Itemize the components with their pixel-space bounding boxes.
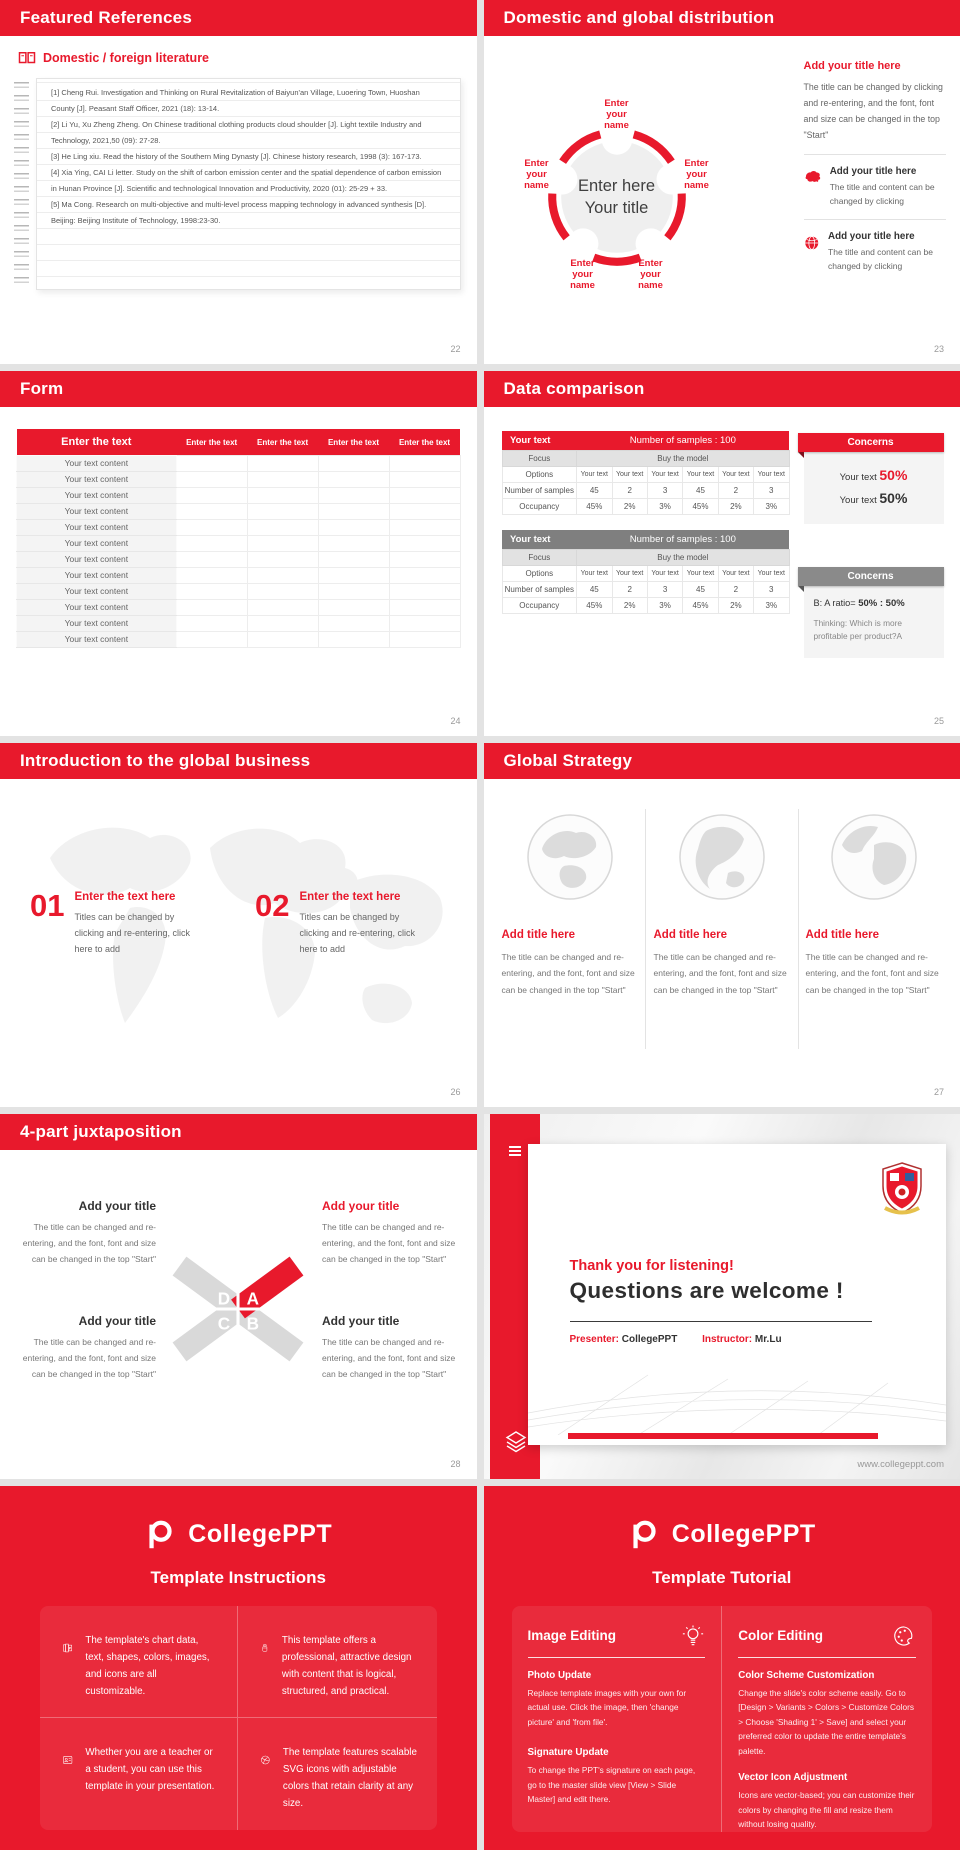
column-body: The title can be changed and re-entering, and the font, font and size can be changed in the top "Start" [805, 951, 939, 995]
presenter-value: CollegePPT [621, 1334, 678, 1346]
instruction-cell [238, 1606, 436, 1718]
page-number: 22 [450, 344, 461, 355]
model-cell: Buy the model [577, 451, 789, 467]
letter-c: C [217, 1313, 231, 1334]
card-bottom-bar [568, 1433, 879, 1439]
brand-row [0, 1518, 477, 1552]
list-item-global [804, 231, 946, 273]
value-cell: 2 [612, 483, 647, 499]
value-cell: 2% [612, 499, 647, 515]
svg-text:P: P [68, 1646, 72, 1651]
option-cell: Your text [683, 467, 718, 483]
table-row [17, 503, 461, 519]
collegeppt-logo-icon [144, 1518, 178, 1552]
globe-icon [524, 811, 616, 903]
slide-title: Introduction to the global business [20, 750, 311, 770]
diagram-center-text [557, 175, 677, 219]
page-number: 26 [450, 1087, 461, 1098]
instructions-grid [40, 1606, 437, 1830]
block-body: The title can be changed and re-entering, and the font, font and size can be changed in the top "Start" [22, 1337, 156, 1380]
instructor-label: Instructor: [702, 1334, 753, 1346]
table-row [17, 631, 461, 647]
tutorial-column-color-editing [721, 1606, 932, 1832]
column-body: The title can be changed and re-entering, and the font, font and size can be changed in the top "Start" [653, 951, 787, 995]
business-item-2 [255, 887, 427, 957]
value-cell: 2% [718, 598, 753, 614]
row-label: Your text content [17, 567, 177, 583]
wireframe-mesh-decoration [528, 1365, 946, 1435]
x-ribbon-graphic [160, 1254, 316, 1364]
value-cell: 45% [577, 598, 612, 614]
item-body: Titles can be changed by clicking and re-entering, click here to add [299, 911, 416, 954]
value-cell: 45% [577, 499, 612, 515]
literature-list [36, 78, 461, 290]
slide-title: 4-part juxtaposition [20, 1122, 182, 1142]
value-cell: 45 [683, 582, 718, 598]
instruction-text: The template features scalable SVG icons with adjustable colors that retain clarity at any size. [282, 1746, 417, 1809]
instructor-value: Mr.Lu [754, 1334, 782, 1346]
globe-icon [676, 811, 768, 903]
table-samples-header: Number of samples : 100 [577, 530, 789, 550]
table-row [17, 471, 461, 487]
concern-line: Your text 50% [839, 490, 908, 507]
panel-template-instructions [0, 1486, 477, 1850]
table-row [17, 551, 461, 567]
slide-title: Featured References [20, 8, 192, 27]
concerns-ribbon: Concerns [798, 433, 944, 452]
option-cell: Your text [577, 467, 612, 483]
comparison-table-b [502, 530, 790, 614]
citation: [2] Li Yu, Xu Zheng Zheng. On Chinese traditional clothing products cloud shoulder [J]. Light textile Industry and Technology, 2021,50 (09): 27-28. [51, 120, 422, 145]
slide-title-bar [484, 0, 960, 36]
table-row [17, 615, 461, 631]
instruction-cell [40, 1718, 238, 1830]
palette-icon [892, 1624, 916, 1648]
column-title: Image Editing [527, 1628, 617, 1644]
table-row [17, 487, 461, 503]
column-header: Enter the text [17, 429, 177, 455]
website-url: www.collegeppt.com [857, 1458, 944, 1470]
globe-icon [828, 811, 920, 903]
table-label: Your text [502, 530, 577, 550]
instruction-cell [40, 1606, 238, 1718]
table-label: Your text [502, 431, 577, 451]
slide-form [0, 371, 477, 735]
option-cell: Your text [754, 467, 789, 483]
node-label-top: Enter your name [604, 98, 629, 131]
column-header: Enter the text [247, 429, 318, 455]
value-cell: 45 [577, 582, 612, 598]
option-cell: Your text [612, 467, 647, 483]
value-cell: 3% [754, 499, 789, 515]
add-title-body: The title can be changed by clicking and re-entering, and the font, font and size can be changed in the top "Start" [803, 82, 943, 140]
slide-title: Domestic and global distribution [503, 8, 775, 27]
literature-notebook [14, 78, 461, 290]
column-header: Enter the text [318, 429, 389, 455]
column-title: Add title here [653, 928, 727, 941]
comparison-tables [502, 431, 790, 629]
presenter-row [570, 1334, 804, 1345]
letter-a: A [246, 1288, 260, 1309]
page-number: 28 [450, 1458, 461, 1469]
item-body: The title and content can be changed by clicking [829, 182, 935, 206]
hamburger-icon [509, 1146, 521, 1158]
item-title: Add your title here [829, 166, 917, 177]
item-title: Enter the text here [299, 890, 401, 903]
value-cell: 3 [647, 582, 682, 598]
dribbble-ball-icon [260, 1744, 271, 1776]
column-header: Enter the text [176, 429, 247, 455]
thank-you-card [528, 1144, 947, 1444]
globe-icon [804, 231, 820, 255]
page-number: 23 [933, 344, 944, 355]
divider [738, 1657, 916, 1658]
table-row [17, 455, 461, 471]
column-title: Add title here [501, 928, 575, 941]
business-item-1 [30, 887, 202, 957]
brand-name: CollegePPT [671, 1520, 816, 1549]
spiral-binding-icon [14, 82, 29, 286]
node-label-bottom-left: Enter your name [570, 258, 595, 291]
ratio-line: B: A ratio= 50% : 50% [813, 598, 905, 610]
value-cell: 3% [647, 499, 682, 515]
option-cell: Your text [577, 566, 612, 582]
slide-title-bar [484, 743, 960, 779]
comparison-table-a [502, 431, 790, 515]
slide-title-bar [0, 0, 477, 36]
row-label: Your text content [17, 583, 177, 599]
lightbulb-icon [681, 1624, 705, 1648]
table-row [17, 583, 461, 599]
option-cell: Your text [683, 566, 718, 582]
value-cell: 2 [612, 582, 647, 598]
block-title: Add your title [78, 1199, 156, 1214]
center-line1: Enter here [577, 177, 656, 195]
china-map-icon [804, 166, 821, 187]
citation: [3] He Ling xiu. Read the history of the Southern Ming Dynasty [J]. Chinese history research, 1998 (3): 167-173. [51, 152, 422, 161]
slide-title-bar [0, 371, 477, 407]
option-cell: Your text [754, 566, 789, 582]
table-row [17, 599, 461, 615]
form-table [16, 429, 461, 648]
block-body: The title can be changed and re-entering, and the font, font and size can be changed in the top "Start" [322, 1222, 456, 1265]
slide-title: Form [20, 379, 64, 399]
thanks-line2: Questions are welcome ! [569, 1278, 844, 1304]
page-number: 27 [933, 1087, 944, 1098]
slide-data-comparison [484, 371, 960, 735]
panel-title: Template Instructions [150, 1567, 326, 1587]
panel-template-tutorial [484, 1486, 960, 1850]
item-number: 02 [255, 887, 290, 923]
row-label: Your text content [17, 503, 177, 519]
row-label: Your text content [17, 615, 177, 631]
value-cell: 3 [754, 582, 789, 598]
row-label: Options [502, 467, 577, 483]
book-icon [18, 51, 36, 65]
item-body: The title and content can be changed by clicking [828, 247, 933, 271]
value-cell: 3% [754, 598, 789, 614]
value-cell: 45% [683, 598, 718, 614]
instruction-text: This template offers a professional, attractive design with content that is logical, structured, and practical. [281, 1634, 412, 1697]
brand-row [484, 1518, 960, 1552]
row-label: Your text content [17, 599, 177, 615]
strategy-column-2 [654, 805, 790, 999]
slide-global-strategy [484, 743, 960, 1107]
table-row [17, 519, 461, 535]
value-cell: 3 [754, 483, 789, 499]
collegeppt-logo-icon [628, 1518, 662, 1552]
block-bottom-right [322, 1314, 460, 1382]
column-title: Add title here [805, 928, 879, 941]
letter-d: D [217, 1288, 231, 1309]
block-title: Add your title [78, 1314, 156, 1329]
value-cell: 45 [577, 483, 612, 499]
tutorial-card [512, 1606, 933, 1832]
table-row [17, 535, 461, 551]
concerns-ribbon: Concerns [798, 567, 944, 586]
strategy-column-3 [806, 805, 942, 999]
concern-line: Your text 50% [839, 467, 908, 484]
table-header-row [17, 429, 461, 455]
block-body: The title can be changed and re-entering, and the font, font and size can be changed in the top "Start" [22, 1222, 156, 1265]
option-cell: Your text [647, 467, 682, 483]
focus-cell: Focus [502, 451, 577, 467]
block-body: The title can be changed and re-entering, and the font, font and size can be changed in the top "Start" [322, 1337, 456, 1380]
row-label: Your text content [17, 631, 177, 647]
add-title-heading: Add your title here [803, 60, 901, 72]
divider [528, 1657, 706, 1658]
slide-4-part-juxtaposition [0, 1114, 477, 1478]
citation: [5] Ma Cong. Research on multi-objective and multi-level process mapping technology in advanced synthesis [D]. Beijing: Beijing Institute of Technology, 1998:23-30. [51, 200, 427, 225]
value-cell: 2 [718, 483, 753, 499]
panel-title: Template Tutorial [652, 1567, 792, 1587]
concerns-box-red [804, 433, 944, 524]
node-label-left: Enter your name [524, 158, 549, 191]
list-item-domestic [804, 166, 946, 208]
section-heading: Photo Update [527, 1669, 592, 1681]
section-heading: Color Scheme Customization [738, 1669, 875, 1681]
option-cell: Your text [612, 566, 647, 582]
citation: [4] Xia Ying, CAI Li letter. Study on the shift of carbon emission center and the spatial dependence of carbon emission in Hunan Province [J]. Scientific and technological Innovation and Productivity, 2020 (01): 25-29 + 33. [51, 168, 442, 193]
section-title: Domestic / foreign literature [43, 51, 210, 65]
node-label-bottom-right: Enter your name [638, 258, 663, 291]
table-row [17, 567, 461, 583]
row-label: Occupancy [502, 598, 577, 614]
strategy-column-1 [502, 805, 638, 999]
instruction-text: Whether you are a teacher or a student, you can use this template in your presentation. [85, 1746, 215, 1792]
row-label: Number of samples [502, 582, 577, 598]
center-line2: Your title [584, 199, 649, 217]
slide-title: Global Strategy [503, 750, 633, 770]
page-number: 25 [933, 715, 944, 726]
block-top-left [18, 1199, 156, 1267]
focus-cell: Focus [502, 550, 577, 566]
block-bottom-left [18, 1314, 156, 1382]
value-cell: 45% [683, 499, 718, 515]
form-table-wrap [16, 429, 461, 648]
row-label: Your text content [17, 535, 177, 551]
row-label: Your text content [17, 519, 177, 535]
slide-distribution [484, 0, 960, 364]
row-label: Number of samples [502, 483, 577, 499]
page-number: 24 [450, 715, 461, 726]
id-card-icon [62, 1744, 73, 1776]
item-title: Add your title here [828, 231, 915, 242]
row-label: Your text content [17, 471, 177, 487]
layers-icon [504, 1429, 528, 1453]
thinking-line: Thinking: Which is more profitable per product?A [813, 618, 903, 642]
value-cell: 2% [718, 499, 753, 515]
node-label-right: Enter your name [684, 158, 709, 191]
slide-title-bar [484, 371, 960, 407]
divider [645, 809, 646, 1049]
chart-pages-icon [62, 1632, 73, 1664]
divider [804, 154, 946, 155]
option-cell: Your text [718, 566, 753, 582]
section-body: Icons are vector-based; you can customize their colors by changing the fill and resize them without losing quality. [738, 1790, 915, 1830]
presenter-label: Presenter: [569, 1334, 619, 1346]
right-column [804, 60, 946, 273]
block-title: Add your title [322, 1314, 400, 1329]
value-cell: 45 [683, 483, 718, 499]
block-title: Add your title [322, 1199, 400, 1214]
value-cell: 3 [647, 483, 682, 499]
row-label: Your text content [17, 487, 177, 503]
slide-thank-you [484, 1114, 960, 1478]
value-cell: 2 [718, 582, 753, 598]
tutorial-column-image-editing [512, 1606, 722, 1832]
item-body: Titles can be changed by clicking and re-entering, click here to add [74, 911, 191, 954]
model-cell: Buy the model [577, 550, 789, 566]
value-cell: 2% [612, 598, 647, 614]
item-title: Enter the text here [74, 890, 176, 903]
slide-title-bar [0, 743, 477, 779]
slide-title: Data comparison [503, 379, 645, 399]
section-heading [18, 51, 209, 65]
jar-icon [260, 1632, 270, 1664]
column-body: The title can be changed and re-entering, and the font, font and size can be changed in the top "Start" [501, 951, 635, 995]
block-top-right [322, 1199, 460, 1267]
row-label: Options [502, 566, 577, 582]
column-title: Color Editing [738, 1628, 823, 1644]
column-header: Enter the text [389, 429, 460, 455]
option-cell: Your text [718, 467, 753, 483]
option-cell: Your text [647, 566, 682, 582]
table-samples-header: Number of samples : 100 [577, 431, 789, 451]
letter-b: B [246, 1313, 260, 1334]
divider [804, 219, 946, 220]
item-number: 01 [30, 887, 65, 923]
concerns-box-gray [804, 567, 944, 658]
section-body: Change the slide's color scheme easily. Go to [Design > Variants > Colors > Customize Colors > Choose 'Shading 1' > Save] and select your preferred color to update the entire template's palette. [738, 1687, 915, 1756]
slide-global-business [0, 743, 477, 1107]
circle-diagram [502, 52, 737, 332]
section-heading: Signature Update [527, 1747, 609, 1759]
section-body: To change the PPT's signature on each page, go to the master slide view [View > Slide Master] and edit there. [527, 1765, 696, 1805]
citation: [1] Cheng Rui. Investigation and Thinking on Rural Revitalization of Baiyun'an Village, Luoering Town, Huoshan County [J]. Peasant Staff Officer, 2021 (18): 13-14. [51, 88, 420, 113]
divider [798, 809, 799, 1049]
section-heading: Vector Icon Adjustment [738, 1772, 848, 1784]
instruction-cell [238, 1718, 436, 1830]
row-label: Occupancy [502, 499, 577, 515]
college-crest [880, 1162, 924, 1216]
thanks-line1: Thank you for listening! [569, 1258, 734, 1275]
instruction-text: The template's chart data, text, shapes, colors, images, and icons are all customizable. [85, 1634, 210, 1697]
section-body: Replace template images with your own for actual use. Click the image, then 'change picture' and 'from file'. [527, 1687, 687, 1727]
slide-title-bar [0, 1114, 477, 1150]
row-label: Your text content [17, 455, 177, 471]
row-label: Your text content [17, 551, 177, 567]
brand-name: CollegePPT [188, 1520, 333, 1549]
divider [570, 1321, 872, 1322]
slide-featured-references [0, 0, 477, 364]
value-cell: 3% [647, 598, 682, 614]
